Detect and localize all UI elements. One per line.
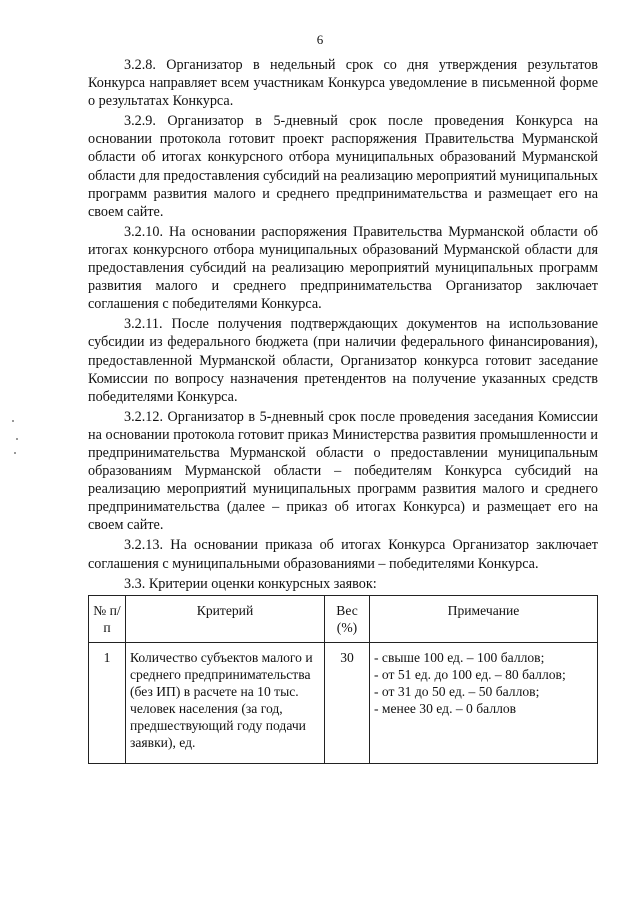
cell-number: 1 <box>89 642 126 763</box>
paragraph-3-2-13: 3.2.13. На основании приказа об итогах Конкурса Организатор заключает соглашения с муниципальными образованиями – победителями Конкурса. <box>88 537 598 572</box>
cell-criterion: Количество субъектов малого и среднего предпринимательства (без ИП) в расчете на 10 тыс. человек населения (за год, предшествующий году подачи заявки), ед. <box>126 642 325 763</box>
header-number: № п/п <box>89 595 126 642</box>
header-weight: Вес (%) <box>325 595 370 642</box>
section-heading-3-3: 3.3. Критерии оценки конкурсных заявок: <box>124 575 377 592</box>
note-line: - свыше 100 ед. – 100 баллов; <box>374 649 545 665</box>
paragraph-3-2-9: 3.2.9. Организатор в 5-дневный срок после проведения Конкурса на основании протокола готовит проект распоряжения Правительства Мурманской области об итогах конкурсного отбора муниципальных образований Мурманской области для предоставления субсидий на реализацию мероприятий муниципальных программ развития малого и среднего предпринимательства и размещает его на своем сайте. <box>88 113 598 220</box>
cell-note <box>370 642 598 763</box>
note-line: - от 31 до 50 ед. – 50 баллов; <box>374 683 540 699</box>
paragraph-3-2-8: 3.2.8. Организатор в недельный срок со дня утверждения результатов Конкурса направляет всем участникам Конкурса уведомление в письменной форме о результатах Конкурса. <box>88 57 598 110</box>
cell-weight: 30 <box>325 642 370 763</box>
note-line: - менее 30 ед. – 0 баллов <box>374 700 517 716</box>
paragraph-3-2-11: 3.2.11. После получения подтверждающих документов на использование субсидии из федерального бюджета (при наличии федерального финансирования), предоставленной Мурманской области, Организатор конкурса готовит заседание Комиссии по вопросу назначения претендентов на получение указанных средств победителями Конкурса. <box>88 316 598 405</box>
scan-speck <box>14 452 16 454</box>
note-line: - от 51 ед. до 100 ед. – 80 баллов; <box>374 666 566 682</box>
scan-speck <box>12 420 14 422</box>
table-row <box>89 642 598 763</box>
paragraph-3-2-12: 3.2.12. Организатор в 5-дневный срок после проведения заседания Комиссии на основании протокола готовит приказ Министерства развития промышленности и предпринимательства Мурманской области о предоставлении муниципальным образованиям Мурманской области – победителям Конкурса субсидий на реализацию мероприятий муниципальных программ развития малого и среднего предпринимательства (далее – приказ об итогах Конкурса) и размещает его на своем сайте. <box>88 408 598 534</box>
header-note: Примечание <box>370 595 598 642</box>
page-number: 6 <box>316 32 324 47</box>
header-criterion: Критерий <box>126 595 325 642</box>
paragraph-3-2-10: 3.2.10. На основании распоряжения Правительства Мурманской области об итогах конкурсного отбора муниципальных образований Мурманской области для предоставления субсидий на реализацию мероприятий муниципальных программ развития малого и среднего предпринимательства Организатор заключает соглашения с победителями Конкурса. <box>88 223 598 313</box>
document-body <box>88 56 598 764</box>
scan-speck <box>16 438 18 440</box>
criteria-table <box>88 595 598 764</box>
table-header-row <box>89 595 598 642</box>
